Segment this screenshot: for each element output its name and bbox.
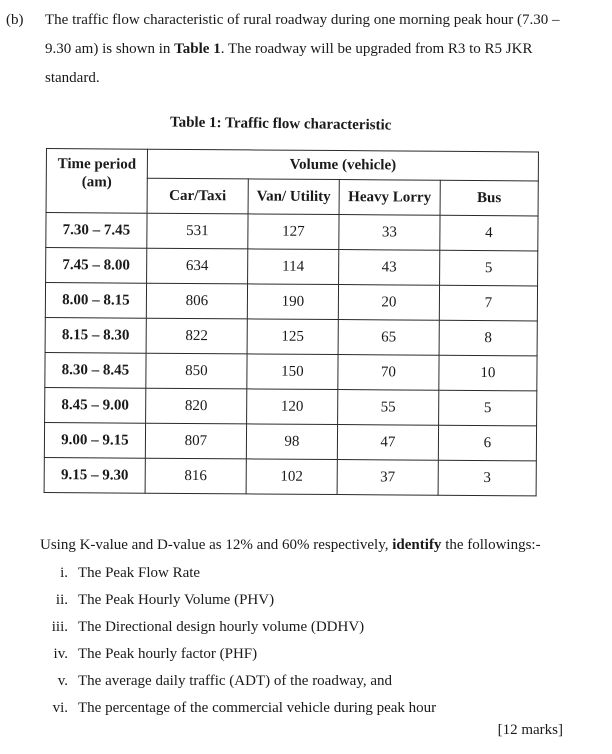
list-item-text: The percentage of the commercial vehicle during peak hour bbox=[78, 700, 437, 716]
intro-text-end: . The roadway will be upgraded from R3 to R5 JKR standard. bbox=[45, 41, 533, 86]
van-utility-cell: 102 bbox=[246, 459, 337, 495]
heavy-lorry-cell: 65 bbox=[338, 320, 439, 356]
list-item-number: iv. bbox=[53, 646, 68, 662]
van-utility-cell: 120 bbox=[247, 389, 338, 425]
question-label: (b) bbox=[6, 12, 24, 28]
time-period-cell: 7.45 – 8.00 bbox=[46, 248, 147, 284]
sub-question-list bbox=[40, 560, 600, 722]
bus-cell: 5 bbox=[440, 250, 538, 286]
table-row bbox=[45, 352, 537, 390]
time-period-cell: 9.15 – 9.30 bbox=[44, 457, 145, 493]
table-title: Table 1: Traffic flow characteristic bbox=[169, 114, 392, 134]
list-item-number: v. bbox=[57, 673, 68, 689]
heavy-lorry-cell: 20 bbox=[338, 285, 439, 321]
bus-cell: 7 bbox=[439, 285, 537, 321]
car-taxi-cell: 850 bbox=[146, 353, 247, 389]
list-item bbox=[40, 614, 600, 641]
bus-cell: 10 bbox=[439, 355, 537, 391]
van-utility-cell: 125 bbox=[247, 319, 338, 355]
time-period-cell: 8.30 – 8.45 bbox=[45, 352, 146, 388]
time-period-cell: 9.00 – 9.15 bbox=[44, 422, 145, 458]
column-header-van-utility: Van/ Utility bbox=[248, 179, 339, 215]
intro-text-start: The traffic flow characteristic of rural roadway during one morning peak hour (7.30 – 9.30 am) is shown in bbox=[45, 12, 560, 57]
list-item-text: The Peak Hourly Volume (PHV) bbox=[78, 592, 275, 608]
traffic-flow-table bbox=[44, 148, 539, 496]
heavy-lorry-cell: 47 bbox=[337, 425, 438, 461]
van-utility-cell: 150 bbox=[247, 354, 338, 390]
heavy-lorry-cell: 55 bbox=[338, 390, 439, 426]
marks-label: [12 marks] bbox=[497, 722, 563, 738]
time-period-cell: 8.00 – 8.15 bbox=[45, 283, 146, 319]
heavy-lorry-cell: 37 bbox=[337, 460, 438, 496]
car-taxi-cell: 531 bbox=[147, 213, 248, 249]
list-item bbox=[40, 560, 600, 587]
list-item-number: iii. bbox=[51, 619, 68, 635]
volume-header: Volume (vehicle) bbox=[147, 149, 538, 181]
heavy-lorry-cell: 70 bbox=[338, 355, 439, 391]
car-taxi-cell: 822 bbox=[146, 318, 247, 354]
lead-keyword-identify: identify bbox=[392, 537, 442, 553]
list-item-number: i. bbox=[60, 565, 68, 581]
list-item bbox=[40, 668, 600, 695]
list-item-text: The Peak hourly factor (PHF) bbox=[78, 646, 258, 662]
time-period-cell: 8.45 – 9.00 bbox=[45, 387, 146, 423]
car-taxi-cell: 816 bbox=[145, 458, 246, 494]
table-row bbox=[46, 248, 538, 286]
van-utility-cell: 114 bbox=[248, 249, 339, 285]
list-item-text: The Peak Flow Rate bbox=[78, 565, 201, 581]
bus-cell: 4 bbox=[440, 215, 538, 251]
van-utility-cell: 127 bbox=[248, 214, 339, 250]
heavy-lorry-cell: 43 bbox=[339, 250, 440, 286]
question-intro bbox=[45, 6, 585, 93]
van-utility-cell: 98 bbox=[246, 424, 337, 460]
time-period-cell: 7.30 – 7.45 bbox=[46, 213, 147, 249]
van-utility-cell: 190 bbox=[247, 284, 338, 320]
bus-cell: 8 bbox=[439, 320, 537, 356]
lead-text-start: Using K-value and D-value as 12% and 60% respectively, bbox=[40, 537, 393, 553]
car-taxi-cell: 807 bbox=[145, 423, 246, 459]
time-period-header: Time period (am) bbox=[46, 149, 147, 214]
table-row bbox=[46, 213, 538, 251]
lead-text-end: the followings:- bbox=[441, 537, 541, 553]
list-item-number: ii. bbox=[55, 592, 68, 608]
list-item-text: The average daily traffic (ADT) of the roadway, and bbox=[78, 673, 393, 689]
table-row bbox=[45, 317, 537, 355]
bus-cell: 6 bbox=[438, 425, 536, 461]
instructions-section bbox=[40, 534, 600, 722]
heavy-lorry-cell: 33 bbox=[339, 215, 440, 251]
instructions-lead bbox=[40, 534, 600, 556]
list-item-text: The Directional design hourly volume (DDHV) bbox=[78, 619, 365, 635]
column-header-bus: Bus bbox=[440, 180, 538, 216]
car-taxi-cell: 634 bbox=[147, 248, 248, 284]
table-row bbox=[45, 283, 537, 321]
table-row bbox=[44, 457, 536, 495]
table-row bbox=[45, 387, 537, 425]
list-item bbox=[40, 695, 600, 722]
bus-cell: 5 bbox=[439, 390, 537, 426]
intro-table-reference: Table 1 bbox=[174, 41, 221, 57]
list-item bbox=[40, 641, 600, 668]
column-header-car-taxi: Car/Taxi bbox=[147, 178, 248, 214]
column-header-heavy-lorry: Heavy Lorry bbox=[339, 180, 440, 216]
table-row bbox=[44, 422, 536, 460]
car-taxi-cell: 820 bbox=[146, 388, 247, 424]
car-taxi-cell: 806 bbox=[146, 283, 247, 319]
list-item-number: vi. bbox=[52, 700, 68, 716]
list-item bbox=[40, 587, 600, 614]
bus-cell: 3 bbox=[438, 460, 536, 496]
time-period-cell: 8.15 – 8.30 bbox=[45, 317, 146, 353]
